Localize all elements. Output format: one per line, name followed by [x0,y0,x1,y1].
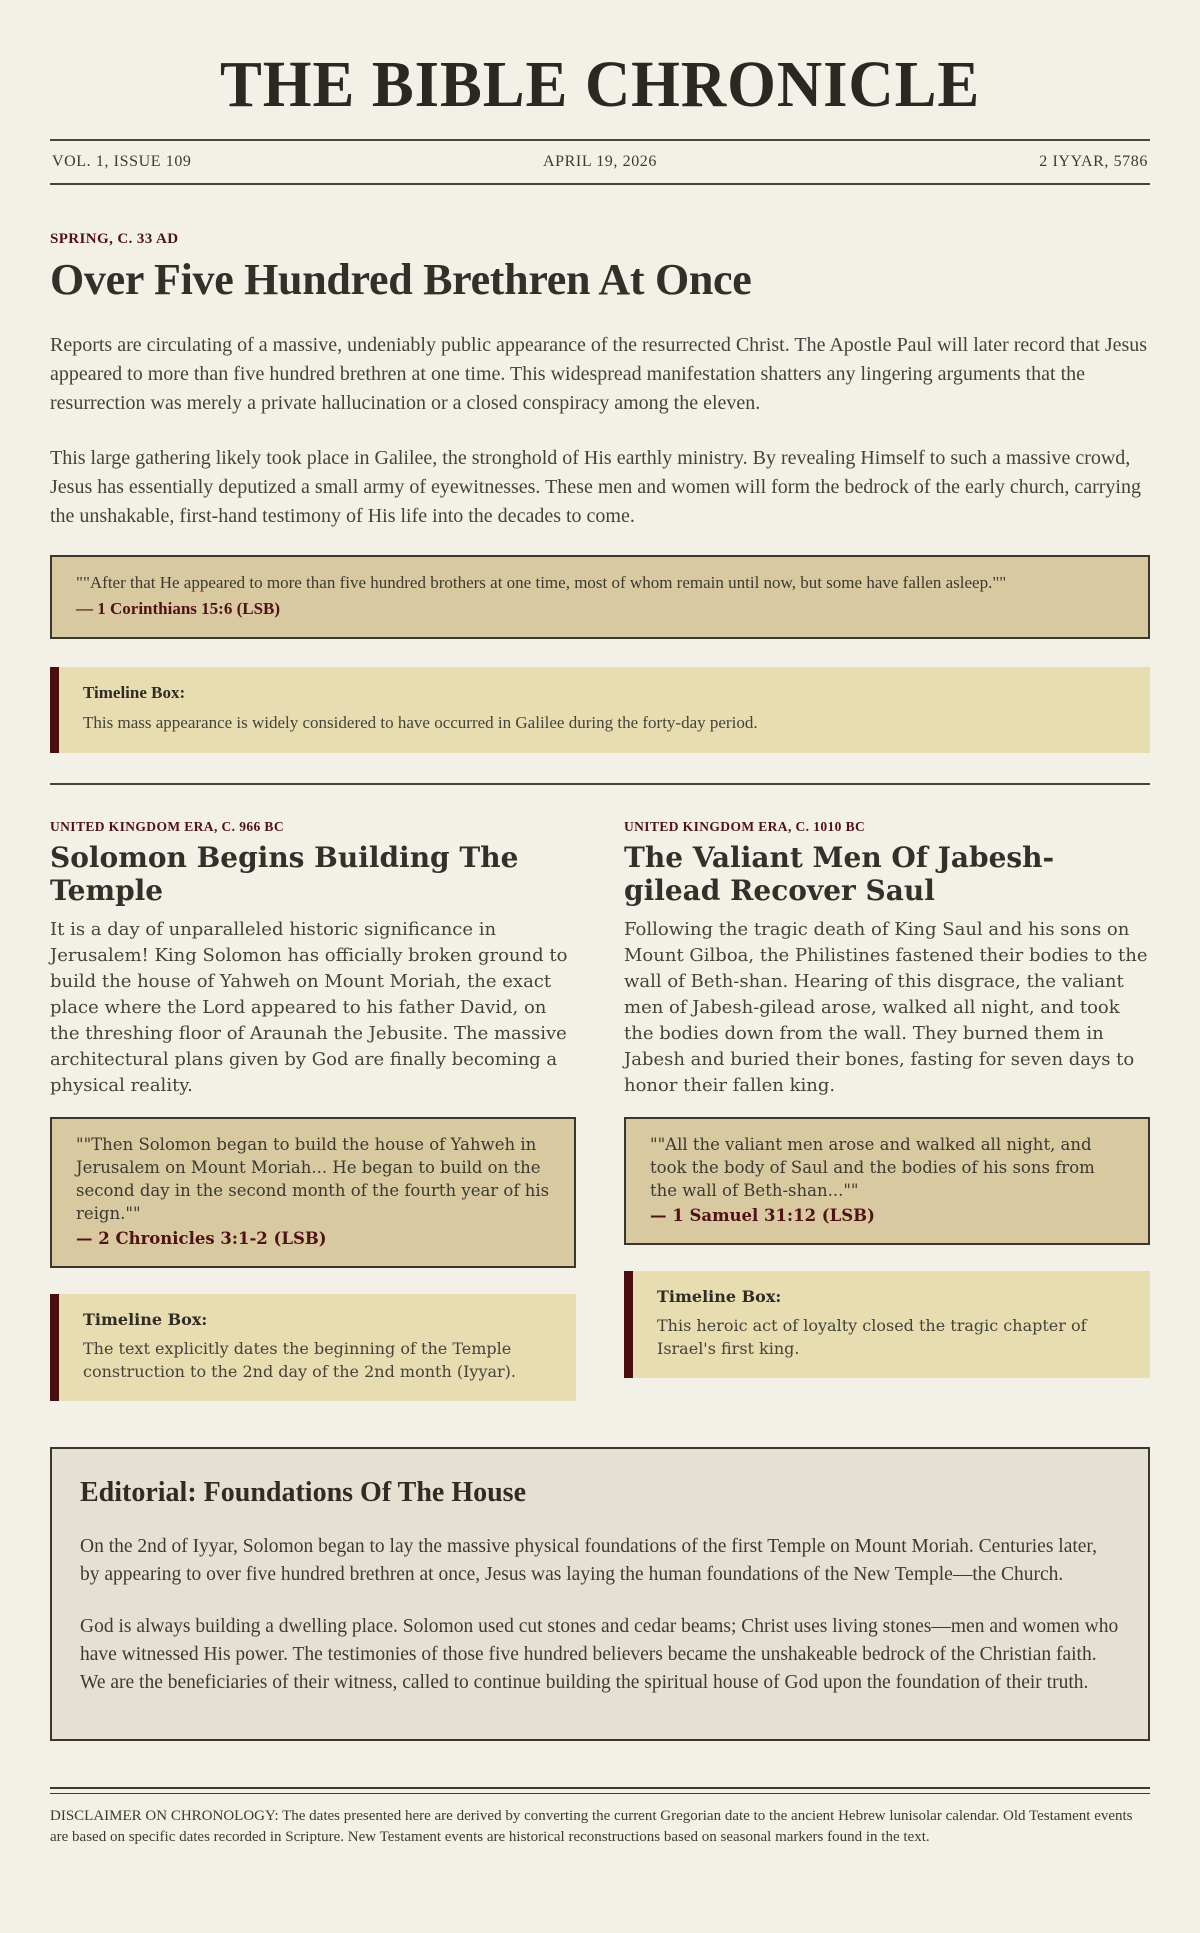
editorial-paragraph: God is always building a dwelling place. Solomon used cut stones and cedar beams; Christ uses living stones—men and women who have witnessed His power. The testimonies of those five hundred believers became the unshakeable bedrock of the Christian faith. We are the beneficiaries of their witness, called to continue building the spiritual house of God upon the foundation of their truth. [80,1615,1119,1693]
scripture-quote-box [624,1117,1150,1245]
timeline-box-text: This heroic act of loyalty closed the tragic chapter of Israel's first king. [657,1315,1087,1358]
timeline-box-text: This mass appearance is widely considered to have occurred in Galilee during the forty-day period. [83,712,758,732]
lead-article-kicker: SPRING, C. 33 AD [50,231,179,248]
scripture-quote-text: ""Then Solomon began to build the house of Yahweh in Jerusalem on Mount Moriah... He began to build on the second day in the second month of the fourth year of his reign."" [76,1134,550,1223]
gregorian-date-label: APRIL 19, 2026 [542,153,658,171]
editorial-paragraph: On the 2nd of Iyyar, Solomon began to lay the massive physical foundations of the first Temple on Mount Moriah. Centuries later, by appearing to over five hundred brethren at once, Jesus was laying the human foundations of the New Temple—the Church. [80,1535,1098,1585]
scripture-quote-text: ""After that He appeared to more than five hundred brothers at one time, most of whom remain until now, but some have fallen asleep."" [76,572,1007,592]
masthead-title [50,50,1150,119]
volume-issue-label: VOL. 1, ISSUE 109 [52,153,192,171]
article-jabesh-gilead [624,819,1150,1401]
article-headline: Solomon Begins Building The Temple [50,840,519,907]
scripture-quote-attribution: — 1 Corinthians 15:6 (LSB) [76,598,281,618]
masthead-meta-row [50,141,1150,183]
page-footer [50,1806,1150,1848]
hebrew-date-label: 2 IYYAR, 5786 [1039,153,1148,171]
editorial-headline: Editorial: Foundations Of The House [80,1476,527,1508]
article-headline: The Valiant Men Of Jabesh-gilead Recover Saul [624,840,1055,907]
timeline-box-text: The text explicitly dates the beginning of the Temple construction to the 2nd day of the 2nd month (Iyyar). [83,1338,517,1381]
lead-scripture-quote-box [50,555,1150,639]
article-kicker: UNITED KINGDOM ERA, C. 1010 BC [624,818,866,834]
scripture-quote-attribution: — 1 Samuel 31:12 (LSB) [650,1205,875,1225]
lead-article-paragraph: This large gathering likely took place in Galilee, the stronghold of His earthly ministry. By revealing Himself to such a massive crowd, Jesus has essentially deputized a small army of eyewitnesses. These men and women will form the bedrock of the early church, carrying the unshakable, first-hand testimony of His life into the decades to come. [50,446,1141,527]
timeline-box-title: Timeline Box: [657,1286,782,1306]
masthead [50,50,1150,185]
chronology-disclaimer: DISCLAIMER ON CHRONOLOGY: The dates presented here are derived by converting the current Gregorian date to the ancient Hebrew lunisolar calendar. Old Testament events are based on specific dates recorded in Scripture. New Testament events are historical reconstructions based on seasonal markers found in the text. [50,1807,1133,1845]
editorial-section [50,1447,1150,1741]
timeline-box [50,1294,576,1401]
section-divider-rule [50,783,1150,785]
masthead-title-text: THE BIBLE CHRONICLE [219,48,981,121]
article-kicker: UNITED KINGDOM ERA, C. 966 BC [50,818,284,834]
timeline-box-title: Timeline Box: [83,1309,208,1329]
scripture-quote-text: ""All the valiant men arose and walked all night, and took the body of Saul and the bodies of his sons from the wall of Beth-shan..."" [650,1134,1095,1200]
lead-article-headline: Over Five Hundred Brethren At Once [50,255,752,305]
timeline-box-title: Timeline Box: [83,682,186,702]
lead-article [50,231,1150,752]
scripture-quote-box [50,1117,576,1268]
masthead-rule-bottom [50,183,1150,185]
scripture-quote-attribution: — 2 Chronicles 3:1-2 (LSB) [76,1228,327,1248]
article-solomon-temple [50,819,576,1401]
timeline-box [624,1271,1150,1378]
article-body: Following the tragic death of King Saul and his sons on Mount Gilboa, the Philistines fastened their bodies to the wall of Beth-shan. Hearing of this disgrace, the valiant men of Jabesh-gilead arose, walked all night, and took the bodies down from the wall. They burned them in Jabesh and buried their bones, fasting for seven days to honor their fallen king. [624,918,1148,1096]
two-column-section [50,819,1150,1401]
lead-article-paragraph: Reports are circulating of a massive, undeniably public appearance of the resurrected Christ. The Apostle Paul will later record that Jesus appeared to more than five hundred brethren at one time. This widespread manifestation shatters any lingering arguments that the resurrection was merely a private hallucination or a closed conspiracy among the eleven. [50,333,1148,414]
article-body: It is a day of unparalleled historic significance in Jerusalem! King Solomon has officially broken ground to build the house of Yahweh on Mount Moriah, the exact place where the Lord appeared to his father David, on the threshing floor of Araunah the Jebusite. The massive architectural plans given by God are finally becoming a physical reality. [50,918,568,1096]
lead-timeline-box [50,667,1150,753]
footer-double-rule [50,1787,1150,1794]
